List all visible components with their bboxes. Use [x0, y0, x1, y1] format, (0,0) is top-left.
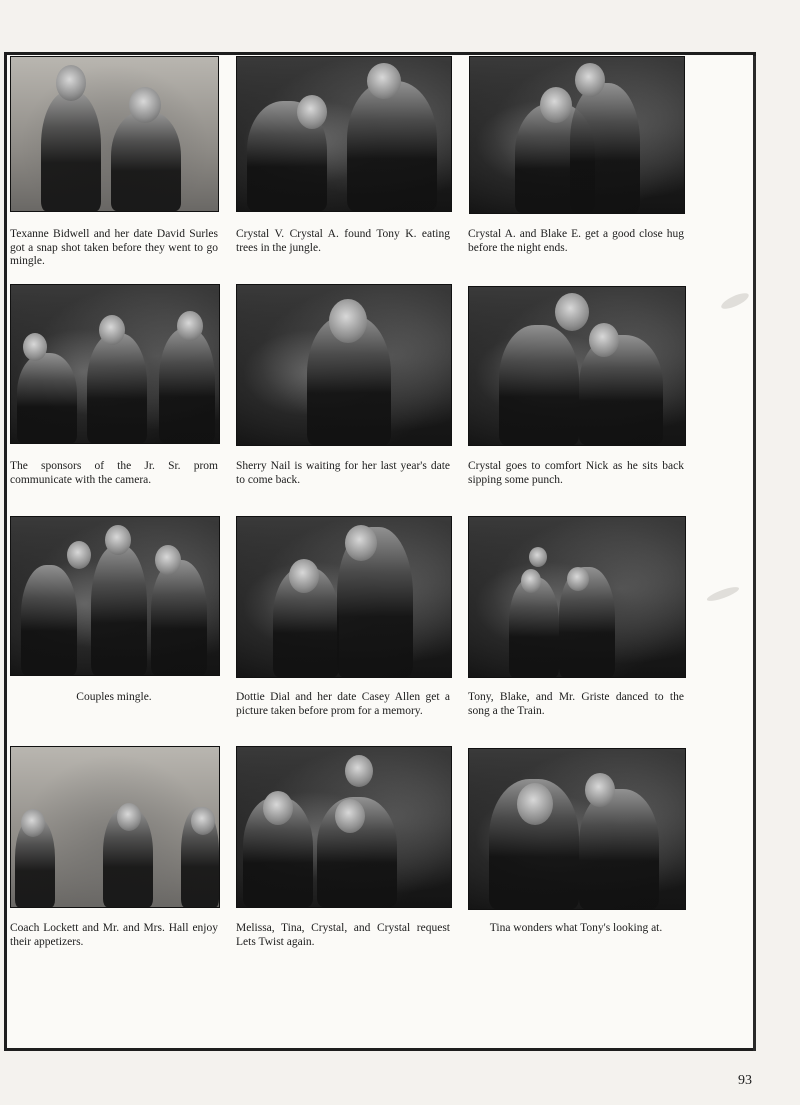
photo-9: [468, 516, 686, 678]
photo-caption-1: Texanne Bidwell and her date David Surles got a snap shot taken before they went to go mingle.: [10, 228, 218, 267]
photo-caption-3: Crystal A. and Blake E. get a good close hug before the night ends.: [468, 228, 684, 254]
photo-caption-10: Coach Lockett and Mr. and Mrs. Hall enjoy their appetizers.: [10, 922, 218, 948]
photo-caption-7: Couples mingle.: [76, 691, 152, 703]
page-number: 93: [738, 1073, 752, 1088]
photo-7: [10, 516, 220, 676]
photo-4: [10, 284, 220, 444]
photo-10: [10, 746, 220, 908]
photo-11: [236, 746, 452, 908]
photo-caption-9: Tony, Blake, and Mr. Griste danced to the song a the Train.: [468, 691, 684, 717]
photo-8: [236, 516, 452, 678]
photo-2: [236, 56, 452, 212]
photo-5: [236, 284, 452, 446]
photo-caption-8: Dottie Dial and her date Casey Allen get a picture taken before prom for a memory.: [236, 691, 450, 717]
page-edge-shadow: [753, 56, 756, 1051]
photo-caption-4: The sponsors of the Jr. Sr. prom communicate with the camera.: [10, 460, 218, 486]
photo-1: [10, 56, 219, 212]
photo-3: [469, 56, 685, 214]
photo-caption-12: Tina wonders what Tony's looking at.: [489, 922, 663, 934]
photo-6: [468, 286, 686, 446]
photo-caption-2: Crystal V. Crystal A. found Tony K. eating trees in the jungle.: [236, 228, 450, 254]
photo-caption-6: Crystal goes to comfort Nick as he sits back sipping some punch.: [468, 460, 684, 486]
photo-caption-11: Melissa, Tina, Crystal, and Crystal request Lets Twist again.: [236, 922, 450, 948]
photo-12: [468, 748, 686, 910]
photo-caption-5: Sherry Nail is waiting for her last year's date to come back.: [236, 460, 450, 486]
